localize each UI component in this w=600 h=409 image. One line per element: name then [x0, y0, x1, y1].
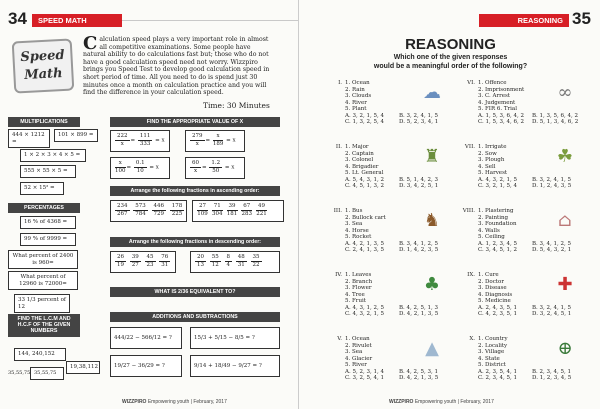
lcm-item: 144, 240,152: [14, 348, 66, 361]
answer-option[interactable]: A. 2, 3, 5, 4, 1: [478, 368, 517, 375]
section-tab: REASONING: [479, 14, 569, 27]
lcm-title: FIND THE L.C.M AND H.C.F OF THE GIVEN NUMBERS: [8, 314, 80, 337]
perc-item: What percent of 12960 is 72000=: [8, 271, 78, 290]
answer-option[interactable]: A. 4, 2, 1, 3, 5: [345, 240, 384, 247]
lcm-item: 19,38,112: [66, 361, 100, 374]
list-item: 1. Plastering: [478, 208, 514, 214]
answer-option[interactable]: A. 4, 3, 2, 1, 5: [478, 176, 517, 183]
list-item: 3. Disease: [478, 285, 507, 291]
answer-option[interactable]: A. 1, 5, 3, 6, 4, 2: [478, 112, 524, 119]
right-page: [301, 0, 600, 409]
mult-item: 1 × 2 × 3 × 4 × 5 =: [20, 149, 86, 162]
section-tab: SPEED MATH: [32, 14, 122, 27]
addsub-box: 444/22 − 566/12 = ?: [110, 327, 182, 349]
list-item: 2. Captain: [345, 150, 374, 157]
answer-option[interactable]: D. 3, 4, 2, 5, 1: [399, 183, 439, 189]
list-item: 1. Irrigate: [478, 144, 507, 150]
answer-option[interactable]: A. 5, 2, 3, 1, 4: [345, 368, 384, 375]
list-item: 2. Rain: [345, 86, 365, 93]
cloud-rain-icon: ☁: [423, 82, 441, 103]
answer-option[interactable]: B. 3, 4, 1, 2, 5: [532, 240, 572, 247]
asc-title: Arrange the following fractions in ascending order:: [110, 186, 280, 196]
find-x-title: FIND THE APPROPRIATE VALUE OF X: [110, 117, 280, 127]
answer-option[interactable]: C. 3, 2, 5, 4, 1: [345, 375, 384, 381]
question-number: IX.: [467, 272, 475, 278]
list-item: 4. River: [345, 99, 367, 106]
list-item: 1. Ocean: [345, 336, 370, 342]
answer-option[interactable]: B. 2, 3, 4, 5, 1: [532, 368, 572, 375]
find-x-box: $\frac{279}{x}$ = $\frac{x}{189}$ = x: [185, 130, 245, 152]
answer-option[interactable]: A. 2, 4, 3, 5, 1: [478, 304, 517, 311]
list-item: 5. Lt. General: [345, 170, 384, 176]
list-item: 3. Foundation: [478, 221, 517, 227]
answer-option[interactable]: D. 5, 4, 3, 2, 1: [532, 247, 572, 253]
horse-icon: ♞: [423, 210, 441, 231]
asc-box: $\frac{27}{109}$ $\frac{71}{304}$ $\frac{39}{181}$ $\frac{67}{283}$ $\frac{49}{221}$: [192, 200, 284, 222]
mult-item: 444 × 1212 =: [8, 129, 50, 148]
question-number: III.: [333, 208, 342, 214]
answer-option[interactable]: B. 4, 2, 5, 3, 1: [399, 368, 439, 375]
item-list: [345, 208, 386, 241]
list-item: 3. Village: [478, 349, 505, 355]
speed-math-logo: Speed Math: [12, 38, 75, 93]
answer-option[interactable]: B. 3, 2, 4, 1, 5: [532, 304, 572, 311]
glacier-icon: ▲: [425, 338, 439, 359]
list-item: 3. C. Arrest: [478, 93, 511, 99]
answer-option[interactable]: D. 1, 2, 3, 4, 5: [532, 375, 572, 381]
list-item: 3. Colonel: [345, 157, 374, 163]
what-is-title: WHAT IS 2/36 EQUIVALENT TO?: [110, 287, 280, 297]
answer-option[interactable]: D. 4, 2, 1, 3, 5: [399, 375, 439, 381]
list-item: 4. Brigadier: [345, 163, 379, 170]
addsub-title: ADDITIONS AND SUBTRACTIONS: [110, 312, 280, 322]
answer-option[interactable]: D. 1, 2, 4, 3, 5: [532, 183, 572, 189]
find-x-box: $\frac{60}{x}$ = $\frac{1.2}{50}$ = x: [185, 157, 245, 179]
answer-option[interactable]: C. 4, 2, 3, 5, 1: [478, 311, 517, 317]
list-item: 4. Walls: [478, 227, 500, 234]
list-item: 4. Diagnosis: [478, 291, 513, 298]
answer-option[interactable]: C. 3, 2, 1, 5, 4: [478, 183, 517, 189]
lcm-item: 35,55,75: [8, 370, 31, 376]
list-item: 1. Leaves: [345, 272, 372, 278]
subtitle: Which one of the given responses: [393, 54, 508, 61]
item-list: [345, 144, 383, 177]
list-item: 5. District: [478, 362, 506, 368]
list-item: 4. Judgement: [478, 99, 516, 106]
subtitle: would be a meaningful order of the following?: [373, 63, 528, 70]
item-list: [345, 80, 371, 113]
answer-option[interactable]: A. 4, 3, 1, 2, 5: [345, 304, 384, 311]
list-item: 1. Ocean: [345, 80, 370, 86]
question-number: X.: [469, 336, 475, 342]
drop-cap: C: [83, 33, 98, 54]
list-item: 2. Sow: [478, 150, 497, 157]
list-item: 2. Locality: [478, 342, 508, 349]
list-item: 4. Tree: [345, 291, 365, 298]
list-item: 3. Plough: [478, 157, 505, 163]
desc-box: $\frac{20}{13}$ $\frac{55}{12}$ $\frac{8}{4}$ $\frac{48}{31}$ $\frac{35}{22}$: [190, 251, 280, 273]
footer: WIZZPIRO Empowering youth | February, 2017: [389, 399, 494, 405]
answer-option[interactable]: D. 5, 2, 3, 4, 1: [399, 119, 439, 125]
list-item: 1. Major: [345, 144, 369, 150]
item-list: [478, 80, 524, 113]
soldier-icon: ♜: [423, 146, 441, 167]
doctor-icon: ✚: [557, 274, 573, 295]
header-rule: [122, 20, 299, 21]
answer-option[interactable]: B. 3, 4, 1, 2, 5: [399, 240, 439, 247]
answer-option[interactable]: C. 4, 5, 1, 3, 2: [345, 183, 384, 189]
list-item: 5. Medicine: [478, 298, 511, 304]
answer-option[interactable]: A. 3, 2, 1, 5, 4: [345, 112, 384, 119]
perc-title: PERCENTAGES: [8, 203, 80, 213]
list-item: 4. Glacier: [345, 355, 373, 362]
asc-box: $\frac{234}{267}$ $\frac{573}{784}$ $\frac{446}{729}$ $\frac{178}{225}$: [110, 200, 187, 222]
list-item: 2. Imprisonment: [478, 86, 525, 93]
page-title: REASONING: [405, 36, 496, 53]
footer: WIZZPIRO Empowering youth | February, 2017: [122, 399, 227, 405]
answer-option[interactable]: C. 3, 4, 5, 1, 2: [478, 247, 517, 253]
list-item: 4. State: [478, 355, 500, 362]
question-number: VI.: [467, 80, 475, 86]
answer-option[interactable]: B. 3, 2, 4, 1, 5: [399, 112, 439, 119]
find-x-box: $\frac{x}{100}$ = $\frac{0.1}{10}$ = x: [110, 157, 170, 179]
list-item: 2. Painting: [478, 214, 509, 221]
list-item: 2. Rivulet: [345, 342, 372, 349]
list-item: 1. Bus: [345, 208, 363, 214]
addsub-box: 9/14 + 18/49 − 9/27 = ?: [190, 355, 280, 377]
lcm-item: 35,55,75: [30, 367, 64, 380]
question-number: I.: [338, 80, 342, 86]
list-item: 1. Offence: [478, 80, 507, 86]
tree-icon: ♣: [423, 274, 441, 295]
map-icon: ⊕: [557, 338, 573, 359]
handcuffs-icon: ∞: [557, 82, 573, 103]
answer-option[interactable]: B. 3, 2, 4, 1, 5: [532, 176, 572, 183]
addsub-box: 19/27 − 36/29 = ?: [110, 355, 182, 377]
list-item: 2. Branch: [345, 278, 373, 285]
perc-item: 99 % of 9999 =: [20, 233, 76, 246]
perc-item: 16 % of 4368 =: [20, 216, 76, 229]
timer: Time: 30 Minutes: [203, 101, 270, 110]
find-x-box: $\frac{222}{x}$ = $\frac{111}{333}$ = x: [110, 130, 170, 152]
perc-item: What percent of 2400 is 960=: [8, 250, 78, 269]
list-item: 3. Clouds: [345, 93, 372, 99]
item-list: [478, 336, 508, 369]
answer-option[interactable]: D. 1, 4, 2, 3, 5: [399, 247, 439, 253]
page-number: 34: [8, 9, 27, 28]
list-item: 5. River: [345, 362, 367, 368]
answer-option[interactable]: A. 5, 4, 3, 1, 2: [345, 176, 384, 183]
answer-option[interactable]: B. 1, 3, 5, 6, 4, 2: [532, 112, 579, 119]
item-list: [345, 272, 372, 305]
question-number: IV.: [335, 272, 342, 278]
question-number: II.: [335, 144, 342, 150]
answer-option[interactable]: C. 1, 3, 2, 5, 4: [345, 119, 384, 125]
item-list: [478, 272, 512, 305]
list-item: 1. Country: [478, 336, 508, 342]
house-icon: ⌂: [558, 210, 572, 231]
list-item: 2. Bullock cart: [345, 214, 386, 221]
item-list: [345, 336, 372, 369]
item-list: [478, 208, 517, 241]
answer-option[interactable]: D. 4, 2, 1, 3, 5: [399, 311, 439, 317]
perc-item: 33 1/3 percent of 12: [14, 294, 70, 313]
farmer-icon: ☘: [556, 146, 574, 167]
mult-title: MULTIPLICATIONS: [8, 117, 80, 127]
answer-option[interactable]: C. 1, 5, 3, 4, 6, 2: [478, 119, 524, 125]
list-item: 4. Horse: [345, 227, 369, 234]
list-item: 1. Cure: [478, 272, 499, 278]
list-item: 3. Sea: [345, 221, 363, 227]
desc-title: Arrange the following fractions in descending order:: [110, 237, 280, 247]
answer-option[interactable]: D. 3, 2, 4, 5, 1: [532, 311, 572, 317]
item-list: [478, 144, 507, 177]
left-page: [0, 0, 299, 409]
list-item: 5. Harvest: [478, 170, 508, 176]
answer-option[interactable]: C. 2, 3, 4, 5, 1: [478, 375, 517, 381]
list-item: 5. Ceiling: [478, 234, 505, 240]
answer-option[interactable]: B. 5, 1, 4, 2, 3: [399, 176, 439, 183]
mult-item: 52 × 15² =: [20, 182, 64, 195]
answer-option[interactable]: A. 1, 2, 3, 4, 5: [478, 240, 517, 247]
page-number: 35: [572, 9, 591, 28]
list-item: 5. FIR 6. Trial: [478, 106, 517, 112]
answer-option[interactable]: B. 4, 2, 5, 1, 3: [399, 304, 439, 311]
list-item: 3. Sea: [345, 349, 363, 355]
answer-option[interactable]: C. 2, 4, 1, 3, 5: [345, 247, 384, 253]
list-item: 5. Fruit: [345, 298, 366, 304]
desc-box: $\frac{26}{19}$ $\frac{39}{27}$ $\frac{45}{23}$ $\frac{76}{31}$: [110, 251, 176, 273]
mult-item: 101 × 899 =: [54, 129, 98, 142]
answer-option[interactable]: C. 4, 3, 2, 1, 5: [345, 311, 384, 317]
addsub-box: 15/3 + 5/15 − 8/5 = ?: [190, 327, 280, 349]
list-item: 5. Rocket: [345, 234, 372, 240]
question-number: VII.: [464, 144, 475, 150]
list-item: 5. Plant: [345, 106, 367, 112]
answer-option[interactable]: D. 5, 1, 3, 4, 6, 2: [532, 119, 579, 125]
question-number: V.: [337, 336, 342, 342]
mult-item: 555 × 55 × 5 =: [20, 165, 76, 178]
list-item: 2. Doctor: [478, 278, 504, 285]
list-item: 3. Flower: [345, 285, 372, 291]
intro-text: C alculation speed plays a very important role in almost all competitive examinations. Some people have natural ability to do calculations fast but; those who do not have a good calculation speed need not worry. Wizzpiro brings you Speed Test to develop good calculation speed in short period of time. All you need to do is spend just 30 minutes once a month on calculation practice and you will find the difference in your calculation speed.: [83, 33, 270, 97]
question-number: VIII.: [462, 208, 475, 214]
list-item: 4. Sell: [478, 163, 496, 170]
